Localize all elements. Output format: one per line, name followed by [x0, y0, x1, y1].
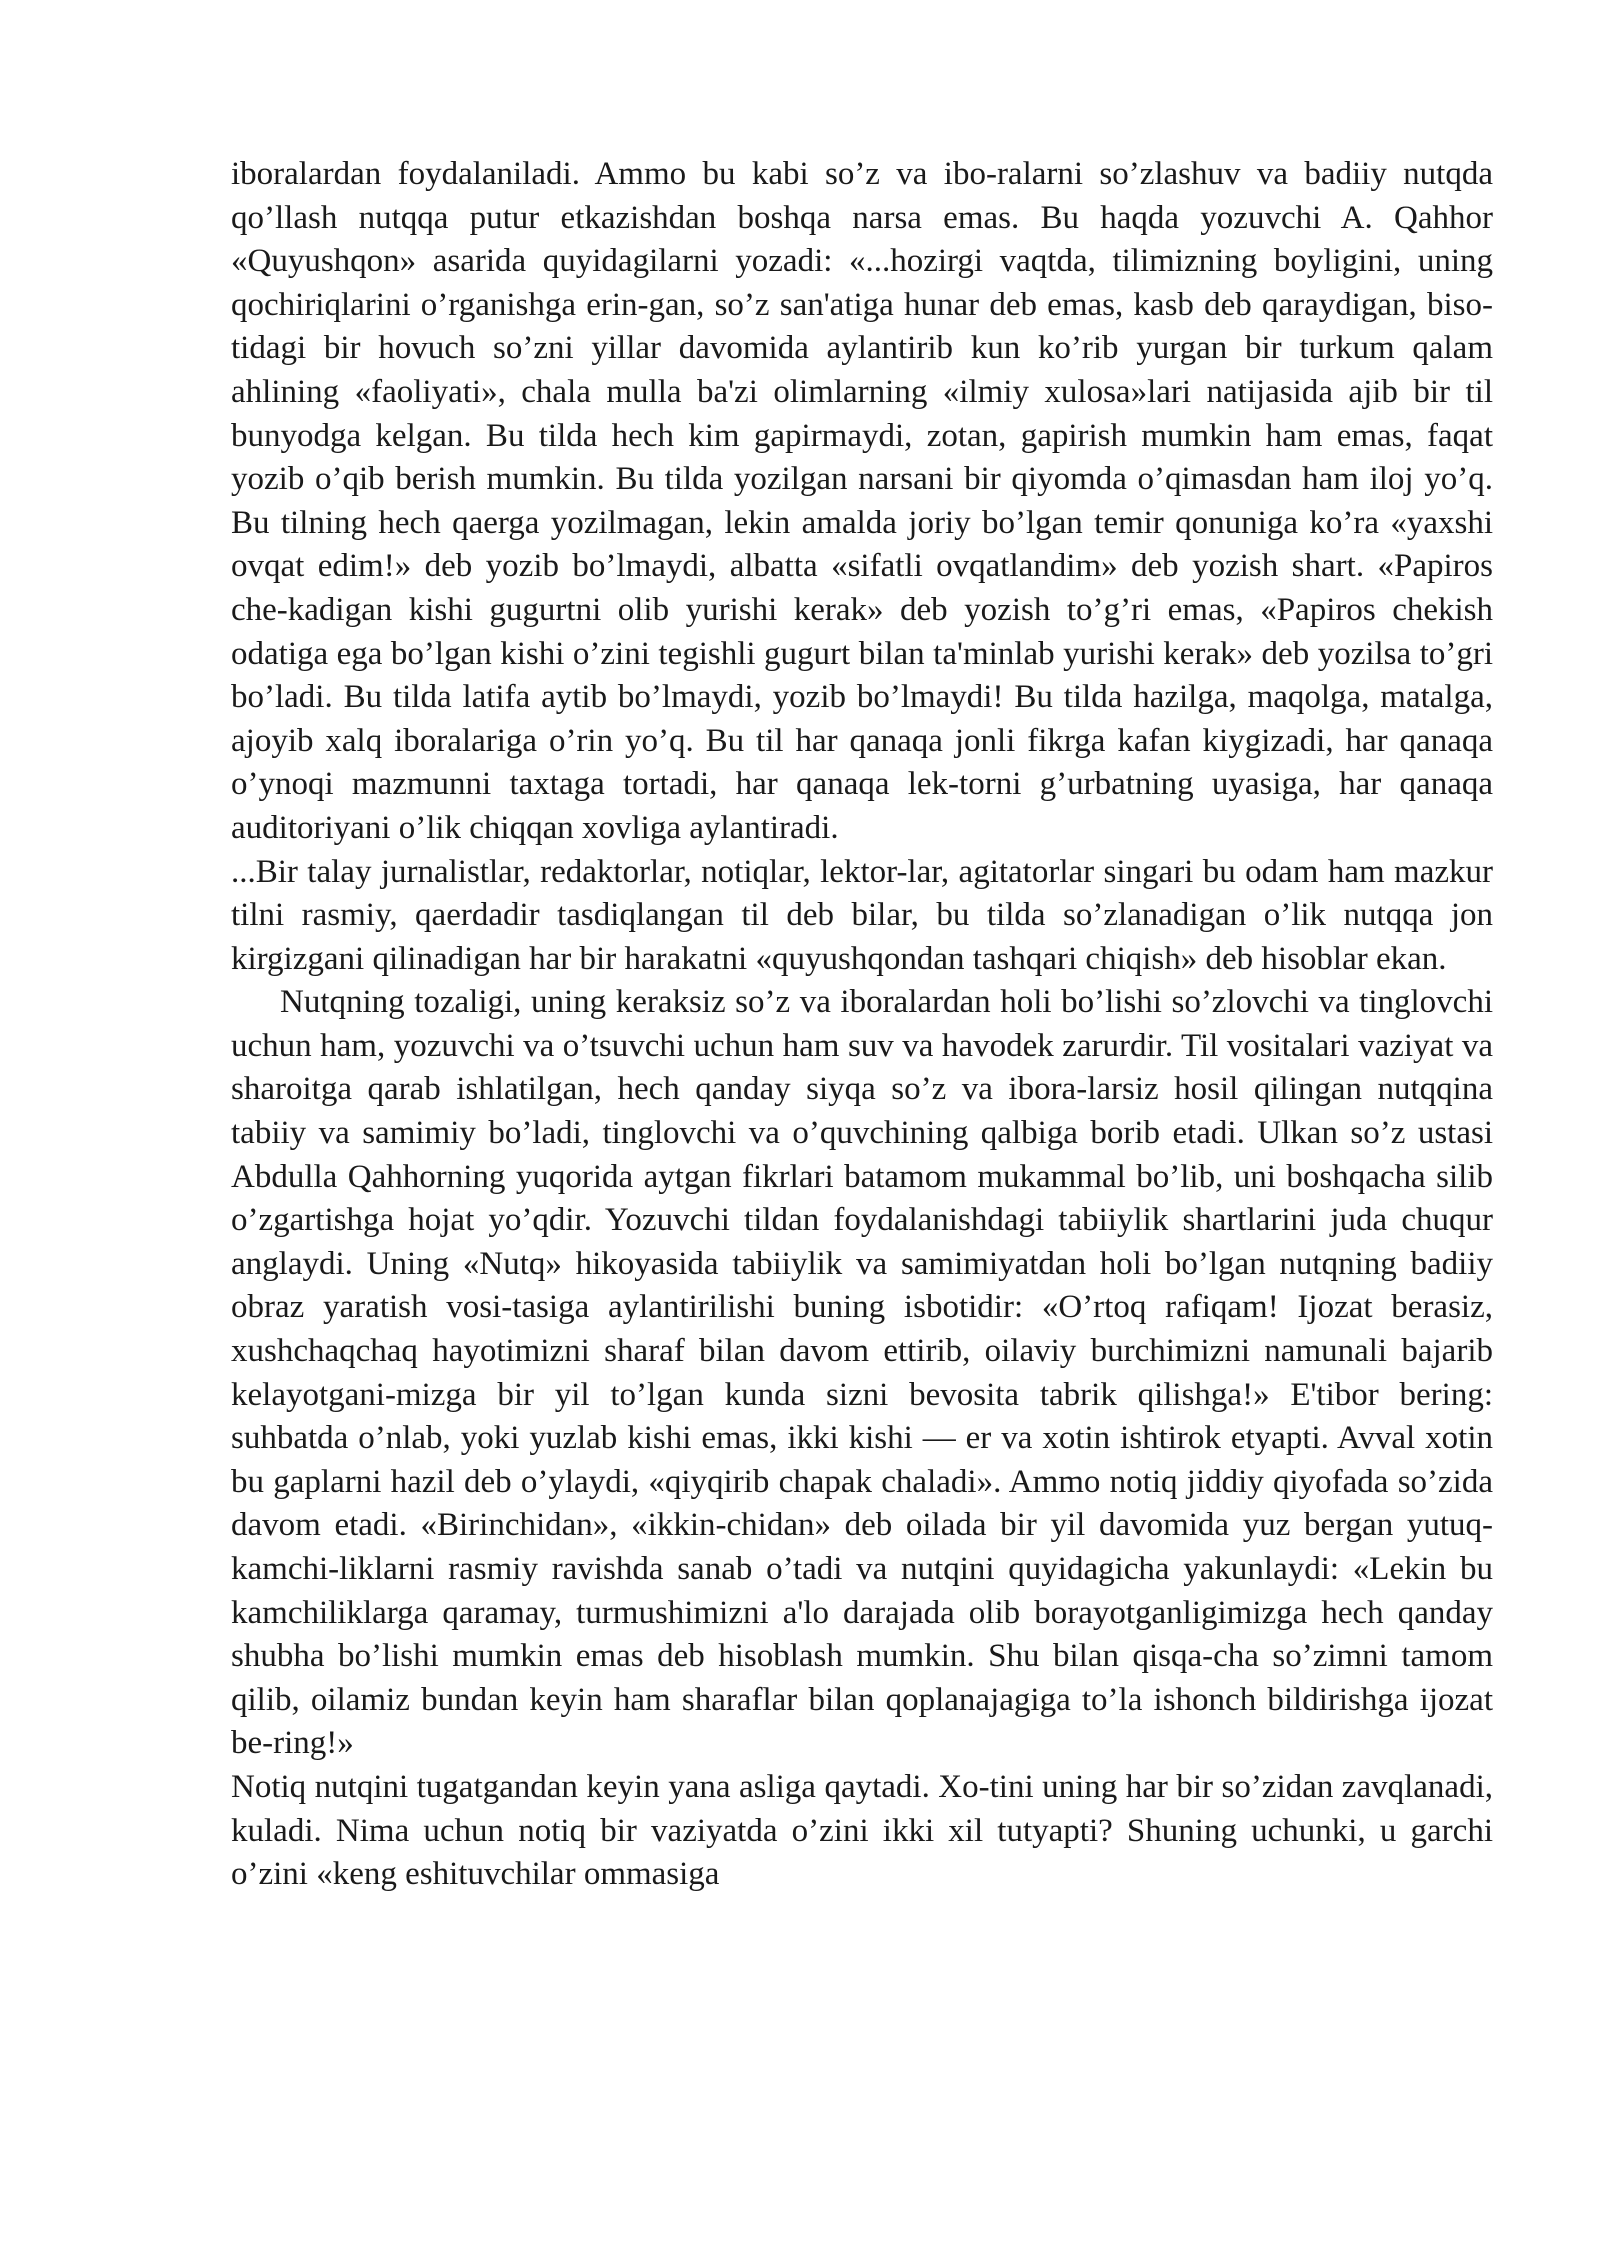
paragraph-2: ...Bir talay jurnalistlar, redaktorlar, notiqlar, lektor-lar, agitatorlar singari bu odam ham mazkur tilni rasmiy, qaerdadir tasdiqlangan til deb bilar, bu tilda so’zlanadigan o’lik nutqqa jon kirgizgani qilinadigan har bir harakatni «quyushqondan tashqari chiqish» deb hisoblar ekan. [231, 853, 1493, 977]
paragraph-4: Notiq nutqini tugatgandan keyin yana asliga qaytadi. Xo-tini uning har bir so’zidan zavqlanadi, kuladi. Nima uchun notiq bir vaziyatda o’zini ikki xil tutyapti? Shuning uchunki, u garchi o’zini «keng eshituvchilar ommasiga [231, 1768, 1493, 1893]
document-page [231, 153, 1493, 1897]
paragraph-3: Nutqning tozaligi, uning keraksiz so’z va iboralardan holi bo’lishi so’zlovchi va tinglovchi uchun ham, yozuvchi va o’tsuvchi uchun ham suv va havodek zarurdir. Til vositalari vaziyat va sharoitga qarab ishlatilgan, hech qanday siyqa so’z va ibora-larsiz hosil qilingan nutqqina tabiiy va samimiy bo’ladi, tinglovchi va o’quvchining qalbiga borib etadi. Ulkan so’z ustasi Abdulla Qahhorning yuqorida aytgan fikrlari batamom mukammal bo’lib, uni boshqacha silib o’zgartishga hojat yo’qdir. Yozuvchi tildan foydalanishdagi tabiiylik shartlarini juda chuqur anglaydi. Uning «Nutq» hikoyasida tabiiylik va samimiyatdan holi bo’lgan nutqning badiiy obraz yaratish vosi-tasiga aylantirilishi buning isbotidir: «O’rtoq rafiqam! Ijozat berasiz, xushchaqchaq hayotimizni sharaf bilan davom ettirib, oilaviy burchimizni namunali bajarib kelayotgani-mizga bir yil to’lgan kunda sizni bevosita tabrik qilishga!» E'tibor bering: suhbatda o’nlab, yoki yuzlab kishi emas, ikki kishi — er va xotin ishtirok etyapti. Avval xotin bu gaplarni hazil deb o’ylaydi, «qiyqirib chapak chaladi». Ammo notiq jiddiy qiyofada so’zida davom etadi. «Birinchidan», «ikkin-chidan» deb oilada bir yil davomida yuz bergan yutuq-kamchi-liklarni rasmiy ravishda sanab o’tadi va nutqini quyidagicha yakunlaydi: «Lekin bu kamchiliklarga qaramay, turmushimizni a'lo darajada olib borayotganligimizga hech qanday shubha bo’lishi mumkin emas deb hisoblash mumkin. Shu bilan qisqa-cha so’zimni tamom qilib, oilamiz bundan keyin ham sharaflar bilan qoplanajagiga to’la ishonch bildirishga ijozat be-ring!» [231, 984, 1493, 1762]
paragraph-1: iboralardan foydalaniladi. Ammo bu kabi so’z va ibo-ralarni so’zlashuv va badiiy nutqda qo’llash nutqqa putur etkazishdan boshqa narsa emas. Bu haqda yozuvchi A. Qahhor «Quyushqon» asarida quyidagilarni yozadi: «...hozirgi vaqtda, tilimizning boyligini, uning qochiriqlarini o’rganishga erin-gan, so’z san'atiga hunar deb emas, kasb deb qaraydigan, biso-tidagi bir hovuch so’zni yillar davomida aylantirib kun ko’rib yurgan bir turkum qalam ahlining «faoliyati», chala mulla ba'zi olimlarning «ilmiy xulosa»lari natijasida ajib bir til bunyodga kelgan. Bu tilda hech kim gapirmaydi, zotan, gapirish mumkin ham emas, faqat yozib o’qib berish mumkin. Bu tilda yozilgan narsani bir qiyomda o’qimasdan ham iloj yo’q. Bu tilning hech qaerga yozilmagan, lekin amalda joriy bo’lgan temir qonuniga ko’ra «yaxshi ovqat edim!» deb yozib bo’lmaydi, albatta «sifatli ovqatlandim» deb yozish shart. «Papiros che-kadigan kishi gugurtni olib yurishi kerak» deb yozish to’g’ri emas, «Papiros chekish odatiga ega bo’lgan kishi o’zini tegishli gugurt bilan ta'minlab yurishi kerak» deb yozilsa to’gri bo’ladi. Bu tilda latifa aytib bo’lmaydi, yozib bo’lmaydi! Bu tilda hazilga, maqolga, matalga, ajoyib xalq iboralariga o’rin yo’q. Bu til har qanaqa jonli fikrga kafan kiygizadi, har qanaqa o’ynoqi mazmunni taxtaga tortadi, har qanaqa lek-torni g’urbatning uyasiga, har qanaqa auditoriyani o’lik chiqqan xovliga aylantiradi. [231, 156, 1493, 846]
